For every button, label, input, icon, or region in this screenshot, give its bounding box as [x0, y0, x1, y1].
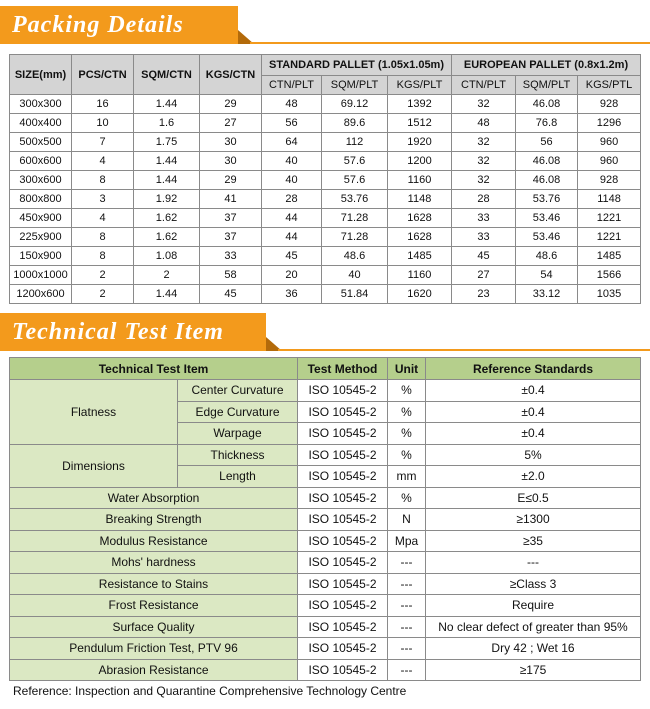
cell-sqm-ctn: 1.44	[134, 152, 200, 171]
reference-standard: ±2.0	[426, 466, 641, 488]
cell-ctn-plt-eu: 33	[452, 209, 516, 228]
packing-table	[9, 54, 641, 304]
header-kgs-ptl-eu: KGS/PTL	[578, 76, 641, 95]
cell-kgs-ctn: 37	[200, 228, 262, 247]
technical-table	[9, 357, 641, 681]
cell-ctn-plt-eu: 32	[452, 152, 516, 171]
reference-standard: ≥35	[426, 530, 641, 552]
unit: Mpa	[388, 530, 426, 552]
cell-ctn-plt: 40	[262, 152, 322, 171]
header-reference-standards: Reference Standards	[426, 358, 641, 380]
unit: %	[388, 444, 426, 466]
reference-standard: ±0.4	[426, 423, 641, 445]
cell-size: 150x900	[10, 247, 72, 266]
cell-kgs-ctn: 37	[200, 209, 262, 228]
cell-sqm-ctn: 1.92	[134, 190, 200, 209]
test-method: ISO 10545-2	[298, 595, 388, 617]
cell-sqm-plt-eu: 46.08	[516, 152, 578, 171]
test-item: Surface Quality	[10, 616, 298, 638]
cell-pcs-ctn: 4	[72, 152, 134, 171]
test-method: ISO 10545-2	[298, 509, 388, 531]
cell-size: 400x400	[10, 114, 72, 133]
table-row	[10, 659, 641, 681]
cell-sqm-ctn: 1.44	[134, 171, 200, 190]
cell-sqm-plt: 57.6	[322, 152, 388, 171]
cell-kgs-plt: 1392	[388, 95, 452, 114]
cell-pcs-ctn: 8	[72, 228, 134, 247]
cell-sqm-plt: 71.28	[322, 228, 388, 247]
cell-ctn-plt-eu: 33	[452, 228, 516, 247]
cell-pcs-ctn: 10	[72, 114, 134, 133]
cell-kgs-ptl-eu: 928	[578, 171, 641, 190]
cell-ctn-plt-eu: 32	[452, 95, 516, 114]
packing-details-title: Packing Details	[0, 6, 238, 44]
cell-kgs-ptl-eu: 960	[578, 152, 641, 171]
cell-kgs-ctn: 45	[200, 285, 262, 304]
table-row	[10, 247, 641, 266]
sub-item: Warpage	[178, 423, 298, 445]
cell-kgs-ptl-eu: 960	[578, 133, 641, 152]
cell-ctn-plt-eu: 45	[452, 247, 516, 266]
cell-sqm-plt: 112	[322, 133, 388, 152]
cell-ctn-plt: 44	[262, 228, 322, 247]
cell-pcs-ctn: 8	[72, 171, 134, 190]
test-item: Frost Resistance	[10, 595, 298, 617]
unit: ---	[388, 638, 426, 660]
technical-test-banner	[0, 313, 650, 351]
reference-standard: ±0.4	[426, 380, 641, 402]
cell-ctn-plt-eu: 27	[452, 266, 516, 285]
header-pcs-ctn: PCS/CTN	[72, 55, 134, 95]
packing-details-banner	[0, 6, 650, 44]
test-method: ISO 10545-2	[298, 380, 388, 402]
test-method: ISO 10545-2	[298, 638, 388, 660]
reference-standard: 5%	[426, 444, 641, 466]
table-row	[10, 380, 641, 402]
unit: %	[388, 380, 426, 402]
cell-kgs-ptl-eu: 1566	[578, 266, 641, 285]
header-sqm-plt-eu: SQM/PLT	[516, 76, 578, 95]
cell-kgs-ptl-eu: 1485	[578, 247, 641, 266]
cell-sqm-ctn: 2	[134, 266, 200, 285]
table-row	[10, 444, 641, 466]
unit: ---	[388, 616, 426, 638]
cell-kgs-ctn: 29	[200, 95, 262, 114]
cell-ctn-plt-eu: 28	[452, 190, 516, 209]
cell-kgs-ctn: 30	[200, 133, 262, 152]
header-standard-pallet: STANDARD PALLET (1.05x1.05m)	[262, 55, 452, 76]
cell-ctn-plt: 36	[262, 285, 322, 304]
sub-item: Center Curvature	[178, 380, 298, 402]
reference-standard: ≥175	[426, 659, 641, 681]
cell-sqm-plt-eu: 46.08	[516, 95, 578, 114]
cell-sqm-ctn: 1.08	[134, 247, 200, 266]
group-label: Dimensions	[10, 444, 178, 487]
cell-pcs-ctn: 4	[72, 209, 134, 228]
cell-ctn-plt: 28	[262, 190, 322, 209]
test-item: Abrasion Resistance	[10, 659, 298, 681]
cell-kgs-plt: 1485	[388, 247, 452, 266]
unit: ---	[388, 595, 426, 617]
cell-ctn-plt-eu: 32	[452, 133, 516, 152]
sub-item: Thickness	[178, 444, 298, 466]
cell-sqm-plt-eu: 54	[516, 266, 578, 285]
table-row	[10, 171, 641, 190]
table-row	[10, 509, 641, 531]
cell-kgs-ctn: 33	[200, 247, 262, 266]
header-ctn-plt: CTN/PLT	[262, 76, 322, 95]
unit: ---	[388, 552, 426, 574]
unit: %	[388, 487, 426, 509]
reference-standard: Require	[426, 595, 641, 617]
cell-sqm-plt: 40	[322, 266, 388, 285]
cell-sqm-plt: 51.84	[322, 285, 388, 304]
sub-item: Length	[178, 466, 298, 488]
cell-ctn-plt: 44	[262, 209, 322, 228]
cell-ctn-plt: 48	[262, 95, 322, 114]
table-row	[10, 487, 641, 509]
cell-kgs-ctn: 29	[200, 171, 262, 190]
cell-size: 500x500	[10, 133, 72, 152]
cell-ctn-plt: 45	[262, 247, 322, 266]
table-row	[10, 595, 641, 617]
cell-sqm-plt-eu: 46.08	[516, 171, 578, 190]
test-method: ISO 10545-2	[298, 616, 388, 638]
test-item: Breaking Strength	[10, 509, 298, 531]
test-item: Modulus Resistance	[10, 530, 298, 552]
reference-standard: ---	[426, 552, 641, 574]
cell-kgs-plt: 1628	[388, 209, 452, 228]
cell-sqm-plt: 89.6	[322, 114, 388, 133]
test-method: ISO 10545-2	[298, 487, 388, 509]
cell-pcs-ctn: 7	[72, 133, 134, 152]
header-technical-item: Technical Test Item	[10, 358, 298, 380]
test-method: ISO 10545-2	[298, 401, 388, 423]
cell-sqm-plt: 48.6	[322, 247, 388, 266]
cell-kgs-ptl-eu: 928	[578, 95, 641, 114]
header-kgs-plt: KGS/PLT	[388, 76, 452, 95]
technical-test-title: Technical Test Item	[0, 313, 266, 351]
header-european-pallet: EUROPEAN PALLET (0.8x1.2m)	[452, 55, 641, 76]
technical-table-body	[10, 380, 641, 681]
cell-kgs-ptl-eu: 1221	[578, 228, 641, 247]
table-row	[10, 114, 641, 133]
cell-ctn-plt: 40	[262, 171, 322, 190]
cell-ctn-plt-eu: 32	[452, 171, 516, 190]
cell-kgs-plt: 1148	[388, 190, 452, 209]
cell-sqm-plt-eu: 48.6	[516, 247, 578, 266]
cell-kgs-ctn: 27	[200, 114, 262, 133]
cell-kgs-plt: 1160	[388, 266, 452, 285]
cell-kgs-ctn: 30	[200, 152, 262, 171]
banner-line	[250, 42, 650, 44]
reference-standard: E≤0.5	[426, 487, 641, 509]
cell-sqm-ctn: 1.75	[134, 133, 200, 152]
test-method: ISO 10545-2	[298, 530, 388, 552]
sub-item: Edge Curvature	[178, 401, 298, 423]
cell-size: 225x900	[10, 228, 72, 247]
cell-sqm-plt-eu: 53.76	[516, 190, 578, 209]
cell-pcs-ctn: 3	[72, 190, 134, 209]
header-ctn-plt-eu: CTN/PLT	[452, 76, 516, 95]
table-row	[10, 530, 641, 552]
header-size: SIZE(mm)	[10, 55, 72, 95]
header-sqm-plt: SQM/PLT	[322, 76, 388, 95]
test-method: ISO 10545-2	[298, 552, 388, 574]
cell-pcs-ctn: 2	[72, 266, 134, 285]
cell-sqm-plt-eu: 76.8	[516, 114, 578, 133]
cell-kgs-ptl-eu: 1148	[578, 190, 641, 209]
cell-ctn-plt: 64	[262, 133, 322, 152]
cell-ctn-plt-eu: 23	[452, 285, 516, 304]
reference-standard: No clear defect of greater than 95%	[426, 616, 641, 638]
cell-sqm-plt: 71.28	[322, 209, 388, 228]
cell-size: 450x900	[10, 209, 72, 228]
cell-sqm-plt: 69.12	[322, 95, 388, 114]
cell-kgs-plt: 1160	[388, 171, 452, 190]
cell-size: 1200x600	[10, 285, 72, 304]
test-method: ISO 10545-2	[298, 573, 388, 595]
cell-pcs-ctn: 8	[72, 247, 134, 266]
cell-pcs-ctn: 2	[72, 285, 134, 304]
test-method: ISO 10545-2	[298, 466, 388, 488]
table-row	[10, 616, 641, 638]
cell-sqm-plt-eu: 53.46	[516, 228, 578, 247]
table-row	[10, 552, 641, 574]
table-row	[10, 285, 641, 304]
reference-standard: Dry 42 ; Wet 16	[426, 638, 641, 660]
cell-kgs-plt: 1920	[388, 133, 452, 152]
cell-sqm-plt-eu: 33.12	[516, 285, 578, 304]
reference-standard: ±0.4	[426, 401, 641, 423]
table-row	[10, 95, 641, 114]
cell-size: 800x800	[10, 190, 72, 209]
unit: ---	[388, 573, 426, 595]
test-item: Water Absorption	[10, 487, 298, 509]
cell-sqm-ctn: 1.44	[134, 95, 200, 114]
cell-ctn-plt-eu: 48	[452, 114, 516, 133]
test-item: Pendulum Friction Test, PTV 96	[10, 638, 298, 660]
test-method: ISO 10545-2	[298, 423, 388, 445]
cell-kgs-plt: 1628	[388, 228, 452, 247]
cell-pcs-ctn: 16	[72, 95, 134, 114]
cell-sqm-plt-eu: 53.46	[516, 209, 578, 228]
cell-kgs-plt: 1620	[388, 285, 452, 304]
header-sqm-ctn: SQM/CTN	[134, 55, 200, 95]
unit: mm	[388, 466, 426, 488]
unit: %	[388, 423, 426, 445]
table-row	[10, 266, 641, 285]
cell-kgs-ptl-eu: 1296	[578, 114, 641, 133]
reference-standard: ≥Class 3	[426, 573, 641, 595]
cell-sqm-ctn: 1.44	[134, 285, 200, 304]
cell-kgs-ptl-eu: 1035	[578, 285, 641, 304]
cell-sqm-plt: 57.6	[322, 171, 388, 190]
group-label: Flatness	[10, 380, 178, 445]
cell-size: 300x300	[10, 95, 72, 114]
cell-kgs-ctn: 58	[200, 266, 262, 285]
cell-sqm-ctn: 1.62	[134, 228, 200, 247]
unit: N	[388, 509, 426, 531]
header-unit: Unit	[388, 358, 426, 380]
cell-kgs-plt: 1512	[388, 114, 452, 133]
banner-line	[278, 349, 650, 351]
cell-ctn-plt: 56	[262, 114, 322, 133]
table-row	[10, 209, 641, 228]
test-method: ISO 10545-2	[298, 444, 388, 466]
cell-sqm-ctn: 1.6	[134, 114, 200, 133]
reference-note: Reference: Inspection and Quarantine Comprehensive Technology Centre	[13, 684, 407, 698]
cell-sqm-plt: 53.76	[322, 190, 388, 209]
packing-table-body	[10, 95, 641, 304]
table-row	[10, 228, 641, 247]
cell-size: 300x600	[10, 171, 72, 190]
test-item: Mohs' hardness	[10, 552, 298, 574]
test-method: ISO 10545-2	[298, 659, 388, 681]
table-row	[10, 133, 641, 152]
header-test-method: Test Method	[298, 358, 388, 380]
reference-standard: ≥1300	[426, 509, 641, 531]
table-row	[10, 638, 641, 660]
cell-kgs-plt: 1200	[388, 152, 452, 171]
test-item: Resistance to Stains	[10, 573, 298, 595]
table-row	[10, 573, 641, 595]
table-row	[10, 152, 641, 171]
cell-size: 600x600	[10, 152, 72, 171]
table-row	[10, 190, 641, 209]
header-kgs-ctn: KGS/CTN	[200, 55, 262, 95]
cell-sqm-plt-eu: 56	[516, 133, 578, 152]
unit: ---	[388, 659, 426, 681]
cell-kgs-ctn: 41	[200, 190, 262, 209]
unit: %	[388, 401, 426, 423]
cell-sqm-ctn: 1.62	[134, 209, 200, 228]
cell-kgs-ptl-eu: 1221	[578, 209, 641, 228]
cell-size: 1000x1000	[10, 266, 72, 285]
cell-ctn-plt: 20	[262, 266, 322, 285]
